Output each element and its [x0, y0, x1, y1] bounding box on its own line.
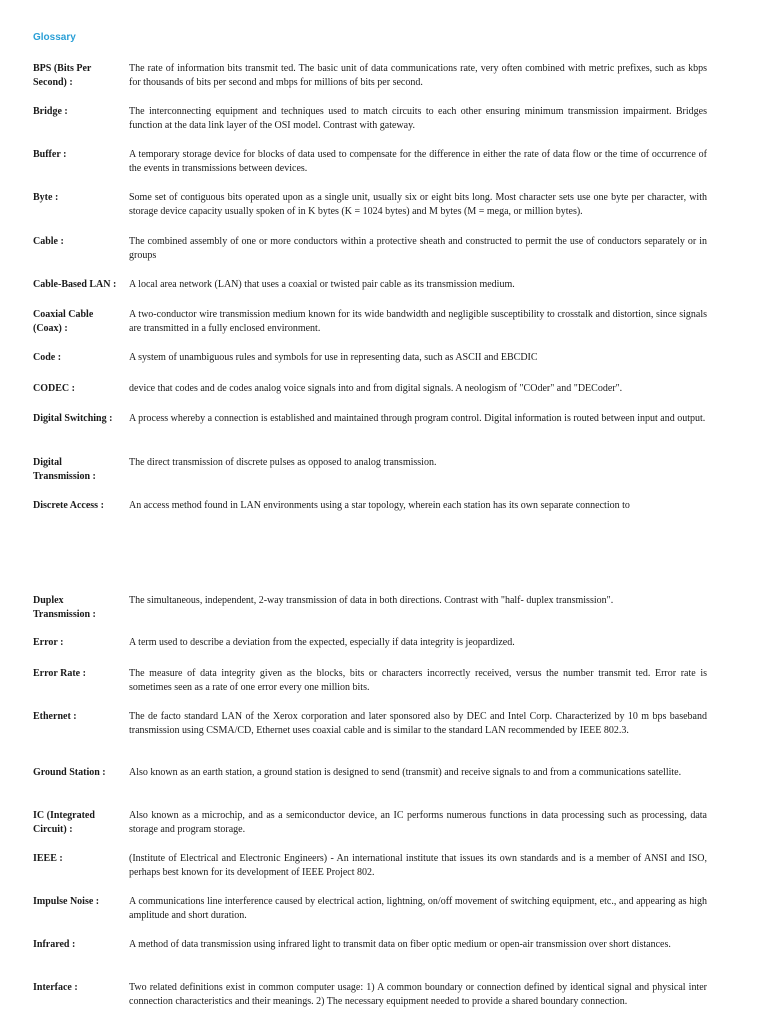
- definition: Some set of contiguous bits operated upon as a single unit, usually six or eight bits long. Most character sets use one byte per character, with storage device capacity usually spoken of in K bytes (K = 1024 bytes) and M bytes (M = mega, or million bytes).: [129, 192, 707, 217]
- definition: The simultaneous, independent, 2-way transmission of data in both directions. Contrast with "half- duplex transmission".: [129, 595, 614, 606]
- definition: An access method found in LAN environments using a star topology, wherein each station has its own separate connection to: [129, 500, 630, 511]
- glossary-entry-ground-station: [33, 766, 707, 780]
- glossary-entry-cable: [33, 235, 707, 262]
- glossary-entry-interface: [33, 981, 707, 1008]
- glossary-entry-ieee: [33, 852, 707, 879]
- glossary-entry-digital-transmission: [33, 456, 707, 483]
- term: Digital Switching :: [33, 413, 113, 424]
- glossary-heading: Glossary: [33, 32, 76, 43]
- glossary-entry-infrared: [33, 938, 707, 952]
- definition: A system of unambiguous rules and symbols for use in representing data, such as ASCII and EBCDIC: [129, 352, 538, 363]
- term: Interface :: [33, 982, 78, 993]
- definition: The direct transmission of discrete pulses as opposed to analog transmission.: [129, 457, 437, 468]
- glossary-entry-duplex-transmission: [33, 594, 707, 621]
- definition: Also known as a microchip, and as a semiconductor device, an IC performs numerous functions in data processing such as processing, data storage and program storage.: [129, 810, 707, 835]
- glossary-entry-code: [33, 351, 707, 365]
- definition: A temporary storage device for blocks of data used to compensate for the difference in either the rate of data flow or the time of occurrence of the events in transmissions between devices.: [129, 149, 707, 174]
- definition: The combined assembly of one or more conductors within a protective sheath and constructed to permit the use of conductors separately or in groups: [129, 236, 707, 261]
- definition: Also known as an earth station, a ground station is designed to send (transmit) and receive signals to and from a communications satellite.: [129, 767, 682, 778]
- glossary-entry-digital-switching: [33, 412, 707, 426]
- term: Infrared :: [33, 939, 76, 950]
- term: IEEE :: [33, 853, 63, 864]
- term: Error Rate :: [33, 668, 86, 679]
- term: Discrete Access :: [33, 500, 104, 511]
- definition: The measure of data integrity given as the blocks, bits or characters incorrectly received, versus the number transmit ted. Error rate is sometimes seen as a rate of one error every one million bits.: [129, 668, 707, 693]
- glossary-entry-codec: [33, 382, 707, 396]
- definition: The rate of information bits transmit ted. The basic unit of data communications rate, very often combined with metric prefixes, such as kbps for thousands of bits per second and mbps for millions of bits per second.: [129, 63, 707, 88]
- glossary-entry-coaxial-cable: [33, 308, 707, 335]
- glossary-entry-bps: [33, 62, 707, 89]
- definition: device that codes and de codes analog voice signals into and from digital signals. A neologism of "COder" and "DECoder".: [129, 383, 623, 394]
- glossary-entry-cable-based-lan: [33, 278, 707, 292]
- definition: A communications line interference caused by electrical action, lightning, on/off movement of switching equipment, etc., and appearing as high amplitude and short duration.: [129, 896, 707, 921]
- term: Ground Station :: [33, 767, 106, 778]
- term: Cable :: [33, 236, 64, 247]
- term: Impulse Noise :: [33, 896, 100, 907]
- term: IC (Integrated Circuit) :: [33, 810, 95, 835]
- definition: (Institute of Electrical and Electronic Engineers) - An international institute that issues its own standards and is a member of ANSI and ISO, perhaps best known for its development of IEEE Project 802.: [129, 853, 707, 878]
- term: Digital Transmission :: [33, 457, 96, 482]
- term: Ethernet :: [33, 711, 77, 722]
- term: Buffer :: [33, 149, 67, 160]
- definition: A method of data transmission using infrared light to transmit data on fiber optic medium or open-air transmission over short distances.: [129, 939, 671, 950]
- term: Coaxial Cable (Coax) :: [33, 309, 94, 334]
- definition: The interconnecting equipment and techniques used to match circuits to each other ensuring minimum transmission impairment. Bridges function at the data link layer of the OSI model. Contrast with gateway.: [129, 106, 707, 131]
- definition: A two-conductor wire transmission medium known for its wide bandwidth and negligible susceptibility to crosstalk and distortion, since signals are transmitted in a fully enclosed environment.: [129, 309, 707, 334]
- definition: Two related definitions exist in common computer usage: 1) A common boundary or connection defined by identical signal and physical inter connection characteristics and their meanings. 2) The necessary equipment needed to provide a shared boundary connection.: [129, 982, 707, 1007]
- term: BPS (Bits Per Second) :: [33, 63, 92, 88]
- glossary-entry-ethernet: [33, 710, 707, 737]
- glossary-entry-impulse-noise: [33, 895, 707, 922]
- glossary-entry-discrete-access: [33, 499, 707, 513]
- term: CODEC :: [33, 383, 75, 394]
- glossary-entry-buffer: [33, 148, 707, 175]
- glossary-entry-byte: [33, 191, 707, 218]
- term: Error :: [33, 637, 64, 648]
- definition: A process whereby a connection is established and maintained through program control. Digital information is routed between input and output.: [129, 413, 706, 424]
- term: Bridge :: [33, 106, 68, 117]
- definition: A term used to describe a deviation from the expected, especially if data integrity is jeopardized.: [129, 637, 515, 648]
- glossary-entry-error-rate: [33, 667, 707, 694]
- glossary-entry-error: [33, 636, 707, 650]
- definition: A local area network (LAN) that uses a coaxial or twisted pair cable as its transmission medium.: [129, 279, 515, 290]
- term: Code :: [33, 352, 62, 363]
- glossary-entry-ic: [33, 809, 707, 836]
- term: Byte :: [33, 192, 59, 203]
- term: Duplex Transmission :: [33, 595, 96, 620]
- definition: The de facto standard LAN of the Xerox corporation and later sponsored also by DEC and Intel Corp. Characterized by 10 m bps baseband transmission using CSMA/CD, Ethernet uses coaxial cable and is similar to the standard LAN recommended by IEEE 802.3.: [129, 711, 707, 736]
- glossary-entry-bridge: [33, 105, 707, 132]
- term: Cable-Based LAN :: [33, 279, 117, 290]
